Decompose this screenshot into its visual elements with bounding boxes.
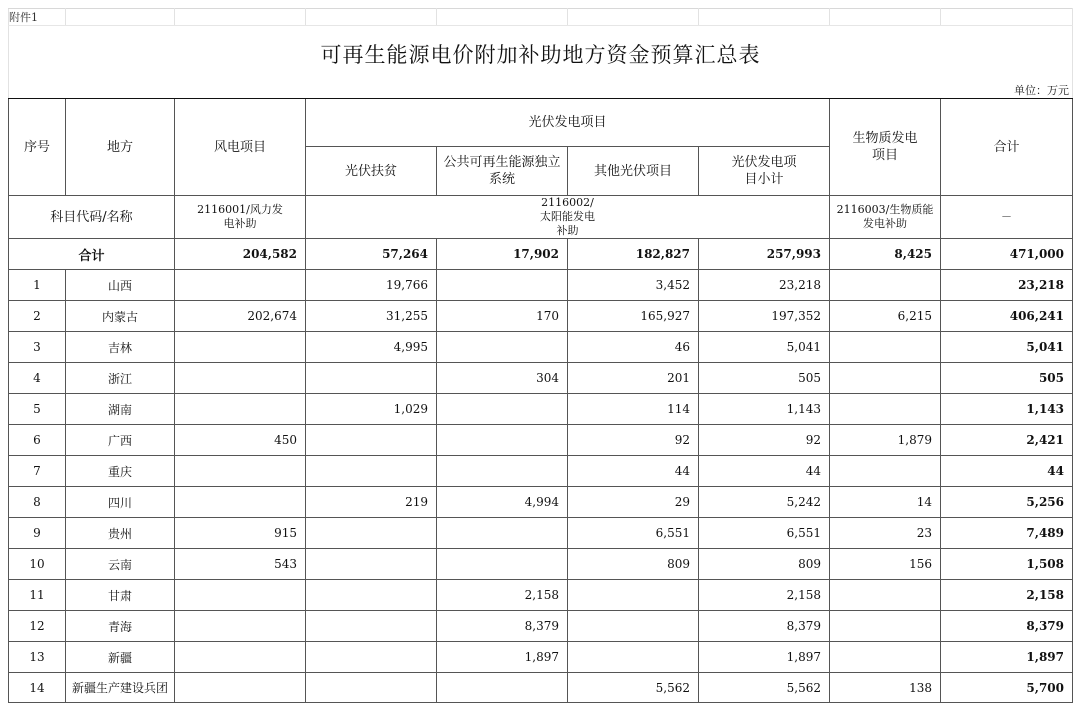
header-region: 地方 [66,99,175,196]
table-row [9,580,1073,611]
cell-pv-poverty: 1,029 [306,394,437,425]
cell-pv-subtotal: 1,143 [699,394,830,425]
cell-pv-poverty [306,549,437,580]
attachment-row [9,9,1073,26]
cell-total: 2,158 [941,580,1073,611]
cell-wind [175,270,306,301]
table-row [9,425,1073,456]
table-row [9,673,1073,703]
table-row [9,611,1073,642]
cell-wind [175,332,306,363]
cell-pv-public [437,518,568,549]
title-row [9,26,1073,83]
cell-pv-other [568,580,699,611]
cell-pv-poverty [306,363,437,394]
total-pv-public: 17,902 [437,239,568,270]
cell-pv-subtotal: 5,041 [699,332,830,363]
cell-wind [175,363,306,394]
cell-wind [175,673,306,703]
header-pv-group: 光伏发电项目 [306,99,830,147]
subject-code-label: 科目代码/名称 [9,196,175,239]
cell-total: 7,489 [941,518,1073,549]
cell-wind [175,394,306,425]
cell-wind [175,611,306,642]
cell-pv-poverty: 219 [306,487,437,518]
cell-seq: 8 [9,487,66,518]
cell-region: 云南 [66,549,175,580]
pv-code: 2116002/太阳能发电补助 [306,196,830,239]
cell-wind: 450 [175,425,306,456]
data-rows [9,270,1073,703]
cell-pv-other: 44 [568,456,699,487]
biomass-code: 2116003/生物质能发电补助 [830,196,941,239]
cell-pv-public [437,549,568,580]
cell-pv-subtotal: 809 [699,549,830,580]
cell-region: 贵州 [66,518,175,549]
cell-total: 44 [941,456,1073,487]
cell-region: 广西 [66,425,175,456]
cell-pv-other: 29 [568,487,699,518]
total-wind: 204,582 [175,239,306,270]
cell-seq: 10 [9,549,66,580]
cell-pv-public: 2,158 [437,580,568,611]
cell-pv-public: 1,897 [437,642,568,673]
cell-wind [175,580,306,611]
wind-code: 2116001/风力发电补助 [175,196,306,239]
unit-label: 单位：万元 [9,82,1073,99]
cell-pv-public: 170 [437,301,568,332]
cell-pv-subtotal: 92 [699,425,830,456]
header-pv-subtotal: 光伏发电项目小计 [699,147,830,196]
cell-seq: 3 [9,332,66,363]
header-wind: 风电项目 [175,99,306,196]
cell-total: 5,256 [941,487,1073,518]
cell-pv-subtotal: 1,897 [699,642,830,673]
cell-pv-public: 304 [437,363,568,394]
budget-sheet [8,8,1072,708]
cell-region: 浙江 [66,363,175,394]
unit-row [9,82,1073,99]
cell-pv-other [568,611,699,642]
total-pv-subtotal: 257,993 [699,239,830,270]
table-row [9,301,1073,332]
cell-pv-subtotal: 197,352 [699,301,830,332]
cell-pv-subtotal: 8,379 [699,611,830,642]
cell-pv-public [437,394,568,425]
cell-pv-poverty [306,642,437,673]
total-pv-other: 182,827 [568,239,699,270]
cell-pv-poverty [306,456,437,487]
header-biomass: 生物质发电项目 [830,99,941,196]
cell-pv-public [437,673,568,703]
cell-seq: 12 [9,611,66,642]
cell-region: 山西 [66,270,175,301]
cell-pv-public [437,332,568,363]
cell-biomass: 1,879 [830,425,941,456]
cell-wind [175,642,306,673]
cell-seq: 11 [9,580,66,611]
table-row [9,270,1073,301]
cell-pv-other: 5,562 [568,673,699,703]
cell-biomass [830,611,941,642]
cell-biomass: 138 [830,673,941,703]
cell-pv-other: 809 [568,549,699,580]
cell-pv-subtotal: 23,218 [699,270,830,301]
cell-total: 1,897 [941,642,1073,673]
cell-seq: 13 [9,642,66,673]
cell-seq: 1 [9,270,66,301]
total-row [9,239,1073,270]
cell-pv-public [437,425,568,456]
budget-table [8,8,1073,703]
header-pv-public: 公共可再生能源独立系统 [437,147,568,196]
cell-biomass [830,270,941,301]
cell-seq: 5 [9,394,66,425]
cell-total: 5,041 [941,332,1073,363]
cell-pv-other: 114 [568,394,699,425]
cell-biomass [830,642,941,673]
cell-pv-poverty [306,580,437,611]
cell-pv-public [437,456,568,487]
page-title: 可再生能源电价附加补助地方资金预算汇总表 [9,26,1073,83]
total-code: － [941,196,1073,239]
cell-biomass: 6,215 [830,301,941,332]
cell-biomass [830,363,941,394]
table-row [9,456,1073,487]
cell-total: 406,241 [941,301,1073,332]
cell-pv-other: 46 [568,332,699,363]
cell-biomass [830,394,941,425]
table-row [9,549,1073,580]
cell-region: 四川 [66,487,175,518]
cell-seq: 4 [9,363,66,394]
cell-pv-poverty: 31,255 [306,301,437,332]
cell-pv-poverty: 19,766 [306,270,437,301]
cell-region: 重庆 [66,456,175,487]
cell-total: 1,508 [941,549,1073,580]
cell-region: 湖南 [66,394,175,425]
total-biomass: 8,425 [830,239,941,270]
cell-pv-public: 8,379 [437,611,568,642]
total-row-label: 合计 [9,239,175,270]
cell-region: 内蒙古 [66,301,175,332]
header-seq: 序号 [9,99,66,196]
cell-pv-other: 92 [568,425,699,456]
cell-wind [175,487,306,518]
cell-total: 1,143 [941,394,1073,425]
total-grand: 471,000 [941,239,1073,270]
cell-biomass [830,332,941,363]
cell-pv-poverty [306,611,437,642]
cell-pv-subtotal: 5,562 [699,673,830,703]
cell-pv-other: 3,452 [568,270,699,301]
cell-region: 新疆生产建设兵团 [66,673,175,703]
table-row [9,518,1073,549]
table-row [9,394,1073,425]
cell-pv-poverty [306,425,437,456]
cell-total: 23,218 [941,270,1073,301]
cell-pv-other: 165,927 [568,301,699,332]
cell-seq: 14 [9,673,66,703]
cell-pv-public: 4,994 [437,487,568,518]
table-row [9,332,1073,363]
cell-pv-other: 6,551 [568,518,699,549]
cell-wind: 915 [175,518,306,549]
header-total: 合计 [941,99,1073,196]
cell-biomass: 23 [830,518,941,549]
total-pv-poverty: 57,264 [306,239,437,270]
header-pv-other: 其他光伏项目 [568,147,699,196]
cell-seq: 2 [9,301,66,332]
subject-code-row [9,196,1073,239]
cell-biomass: 156 [830,549,941,580]
cell-wind [175,456,306,487]
cell-biomass [830,456,941,487]
cell-pv-subtotal: 6,551 [699,518,830,549]
cell-pv-subtotal: 2,158 [699,580,830,611]
cell-total: 5,700 [941,673,1073,703]
cell-pv-other: 201 [568,363,699,394]
cell-region: 青海 [66,611,175,642]
cell-biomass: 14 [830,487,941,518]
cell-region: 新疆 [66,642,175,673]
cell-total: 505 [941,363,1073,394]
header-row-1 [9,99,1073,147]
cell-seq: 9 [9,518,66,549]
cell-total: 2,421 [941,425,1073,456]
cell-pv-subtotal: 505 [699,363,830,394]
cell-wind: 543 [175,549,306,580]
cell-region: 吉林 [66,332,175,363]
cell-pv-subtotal: 5,242 [699,487,830,518]
attachment-label: 附件1 [9,9,66,26]
cell-wind: 202,674 [175,301,306,332]
cell-seq: 7 [9,456,66,487]
table-row [9,487,1073,518]
cell-pv-poverty: 4,995 [306,332,437,363]
cell-pv-poverty [306,673,437,703]
cell-total: 8,379 [941,611,1073,642]
cell-region: 甘肃 [66,580,175,611]
table-row [9,642,1073,673]
cell-pv-public [437,270,568,301]
cell-pv-other [568,642,699,673]
cell-biomass [830,580,941,611]
header-pv-poverty: 光伏扶贫 [306,147,437,196]
cell-pv-subtotal: 44 [699,456,830,487]
cell-pv-poverty [306,518,437,549]
cell-seq: 6 [9,425,66,456]
table-row [9,363,1073,394]
